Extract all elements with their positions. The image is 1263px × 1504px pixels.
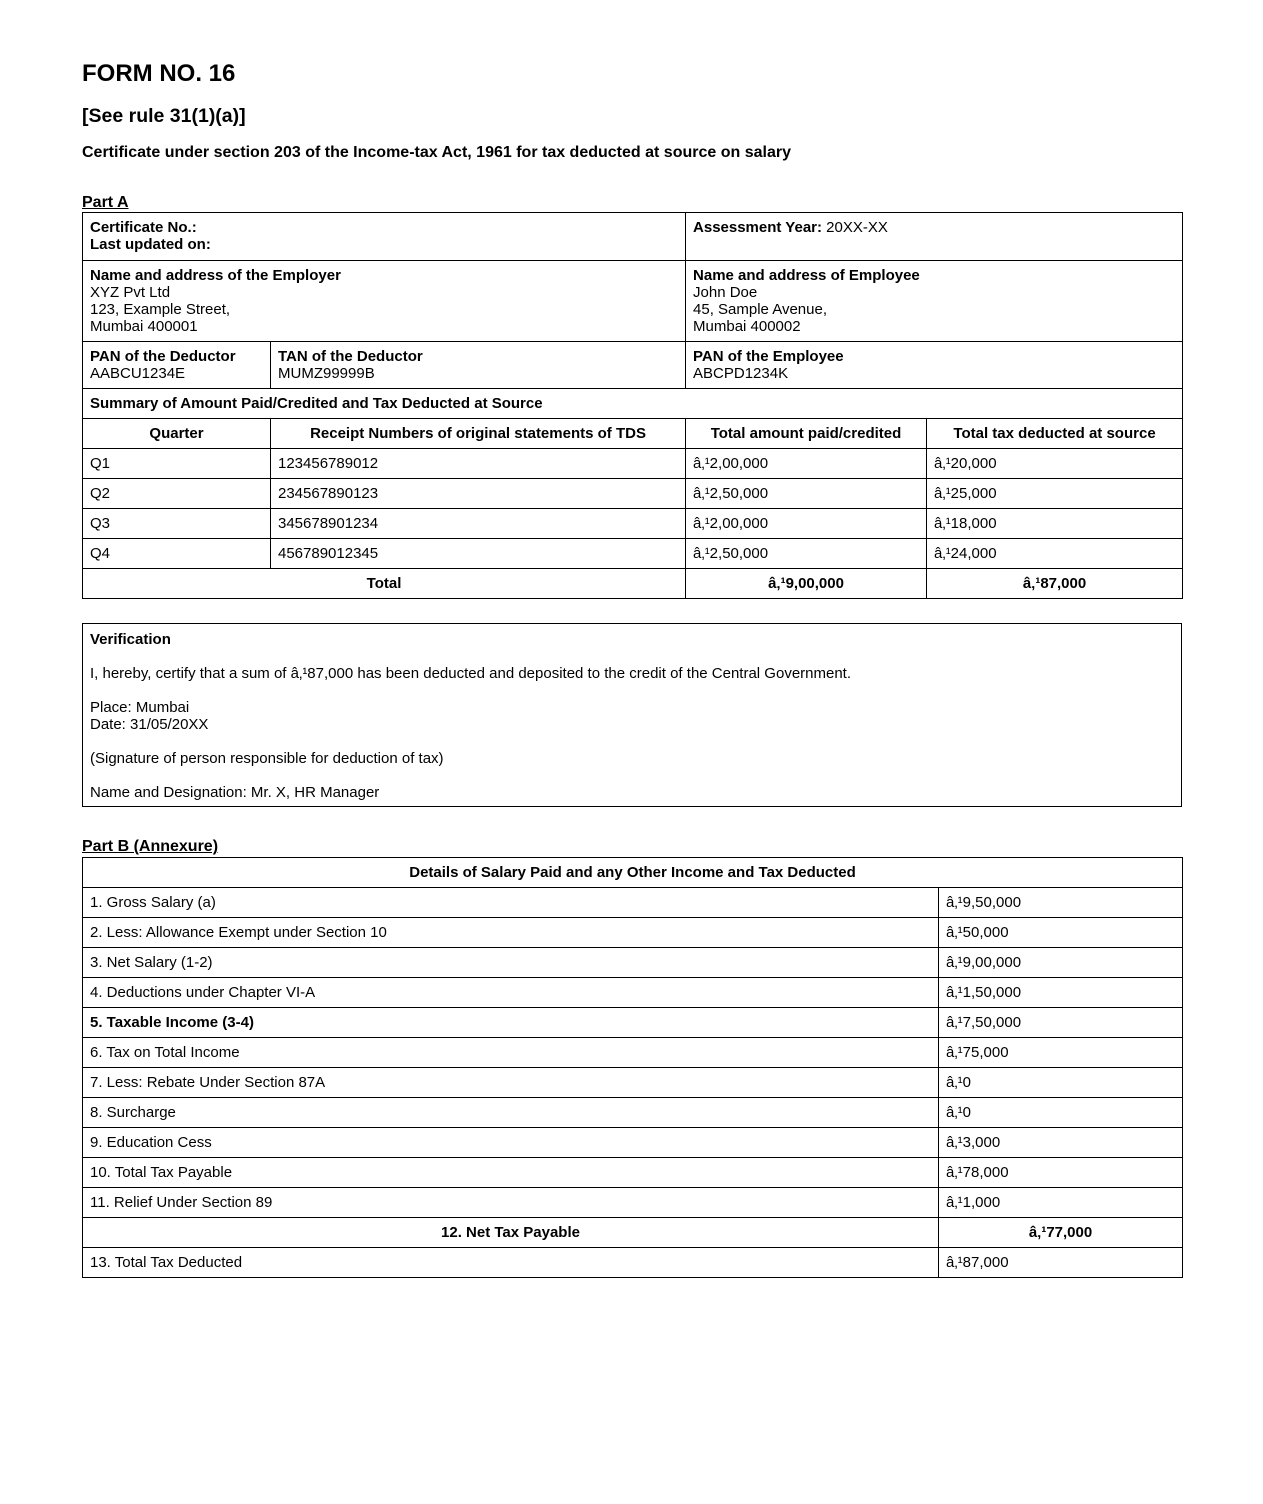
certificate-row — [83, 213, 1183, 261]
salary-item-value: â‚¹0 — [939, 1098, 1183, 1128]
total-tax: â‚¹87,000 — [927, 569, 1183, 599]
pan-tan-row — [83, 342, 1183, 389]
salary-item-label: 13. Total Tax Deducted — [83, 1248, 939, 1278]
rule-reference: [See rule 31(1)(a)] — [82, 105, 246, 127]
receipt-cell: 234567890123 — [271, 479, 686, 509]
tax-cell: â‚¹24,000 — [927, 539, 1183, 569]
table-row — [83, 1008, 1183, 1038]
certificate-subtitle: Certificate under section 203 of the Income-tax Act, 1961 for tax deducted at source on salary — [82, 144, 791, 161]
part-b-title-row — [83, 858, 1183, 888]
salary-item-value: â‚¹50,000 — [939, 918, 1183, 948]
salary-item-value: â‚¹87,000 — [939, 1248, 1183, 1278]
receipt-cell: 345678901234 — [271, 509, 686, 539]
paid-cell: â‚¹2,50,000 — [686, 539, 927, 569]
receipt-cell: 123456789012 — [271, 449, 686, 479]
paid-cell: â‚¹2,00,000 — [686, 449, 927, 479]
salary-item-label: 4. Deductions under Chapter VI-A — [83, 978, 939, 1008]
table-row — [83, 1248, 1183, 1278]
salary-item-label: 1. Gross Salary (a) — [83, 888, 939, 918]
last-updated-label: Last updated on: — [90, 236, 211, 253]
salary-item-label: 5. Taxable Income (3-4) — [83, 1008, 939, 1038]
table-row — [83, 978, 1183, 1008]
table-row — [83, 1188, 1183, 1218]
net-tax-row — [83, 1218, 1183, 1248]
employee-name: John Doe — [693, 284, 758, 301]
net-tax-label: 12. Net Tax Payable — [83, 1218, 939, 1248]
tax-cell: â‚¹18,000 — [927, 509, 1183, 539]
quarter-cell: Q4 — [83, 539, 271, 569]
total-paid: â‚¹9,00,000 — [686, 569, 927, 599]
table-row — [83, 449, 1183, 479]
salary-item-value: â‚¹3,000 — [939, 1128, 1183, 1158]
assessment-year-label: Assessment Year: — [693, 219, 822, 236]
table-row — [83, 539, 1183, 569]
salary-item-label: 7. Less: Rebate Under Section 87A — [83, 1068, 939, 1098]
total-row — [83, 569, 1183, 599]
col-amount-paid: Total amount paid/credited — [686, 419, 927, 449]
employee-city: Mumbai 400002 — [693, 318, 801, 335]
salary-item-label: 3. Net Salary (1-2) — [83, 948, 939, 978]
pan-employee-value: ABCPD1234K — [693, 365, 789, 382]
table-row — [83, 918, 1183, 948]
employer-label: Name and address of the Employer — [90, 267, 341, 284]
salary-item-value: â‚¹9,50,000 — [939, 888, 1183, 918]
salary-item-label: 2. Less: Allowance Exempt under Section 10 — [83, 918, 939, 948]
salary-item-label: 8. Surcharge — [83, 1098, 939, 1128]
salary-item-value: â‚¹78,000 — [939, 1158, 1183, 1188]
part-a-heading: Part A — [82, 194, 129, 211]
verification-place: Place: Mumbai — [90, 699, 190, 716]
table-row — [83, 1098, 1183, 1128]
salary-item-value: â‚¹75,000 — [939, 1038, 1183, 1068]
salary-item-value: â‚¹1,50,000 — [939, 978, 1183, 1008]
name-designation: Name and Designation: Mr. X, HR Manager — [90, 784, 380, 801]
signature-note: (Signature of person responsible for deduction of tax) — [90, 750, 444, 767]
pan-employee-label: PAN of the Employee — [693, 348, 844, 365]
net-tax-value: â‚¹77,000 — [939, 1218, 1183, 1248]
employer-city: Mumbai 400001 — [90, 318, 198, 335]
quarter-cell: Q1 — [83, 449, 271, 479]
table-row — [83, 1158, 1183, 1188]
part-b-heading: Part B (Annexure) — [82, 838, 219, 855]
verification-heading: Verification — [90, 631, 171, 648]
employer-name: XYZ Pvt Ltd — [90, 284, 171, 301]
col-tax-deducted: Total tax deducted at source — [927, 419, 1183, 449]
receipt-cell: 456789012345 — [271, 539, 686, 569]
table-row — [83, 1128, 1183, 1158]
assessment-year-value: 20XX-XX — [826, 219, 888, 236]
employee-street: 45, Sample Avenue, — [693, 301, 828, 318]
form-title: FORM NO. 16 — [82, 60, 236, 87]
certificate-no-label: Certificate No.: — [90, 219, 197, 236]
table-row — [83, 888, 1183, 918]
salary-item-value: â‚¹0 — [939, 1068, 1183, 1098]
col-receipt: Receipt Numbers of original statements of TDS — [271, 419, 686, 449]
salary-item-label: 9. Education Cess — [83, 1128, 939, 1158]
verification-statement: I, hereby, certify that a sum of â‚¹87,000 has been deducted and deposited to the credit of the Central Government. — [90, 665, 852, 682]
salary-item-label: 10. Total Tax Payable — [83, 1158, 939, 1188]
paid-cell: â‚¹2,00,000 — [686, 509, 927, 539]
pan-deductor-value: AABCU1234E — [90, 365, 186, 382]
table-row — [83, 948, 1183, 978]
summary-heading-row — [83, 389, 1183, 419]
table-row — [83, 1068, 1183, 1098]
salary-item-label: 11. Relief Under Section 89 — [83, 1188, 939, 1218]
verification-box — [82, 623, 1182, 807]
quarter-cell: Q3 — [83, 509, 271, 539]
part-b-table — [82, 857, 1183, 1278]
address-row — [83, 261, 1183, 342]
table-row — [83, 509, 1183, 539]
tax-cell: â‚¹20,000 — [927, 449, 1183, 479]
employer-street: 123, Example Street, — [90, 301, 231, 318]
table-row — [83, 479, 1183, 509]
part-b-table-title: Details of Salary Paid and any Other Income and Tax Deducted — [83, 858, 1183, 888]
quarter-cell: Q2 — [83, 479, 271, 509]
paid-cell: â‚¹2,50,000 — [686, 479, 927, 509]
summary-heading: Summary of Amount Paid/Credited and Tax Deducted at Source — [83, 389, 1183, 419]
table-row — [83, 1038, 1183, 1068]
tan-deductor-label: TAN of the Deductor — [278, 348, 423, 365]
employee-label: Name and address of Employee — [693, 267, 920, 284]
summary-header-row — [83, 419, 1183, 449]
tax-cell: â‚¹25,000 — [927, 479, 1183, 509]
tan-deductor-value: MUMZ99999B — [278, 365, 375, 382]
part-a-table — [82, 212, 1183, 599]
salary-item-value: â‚¹7,50,000 — [939, 1008, 1183, 1038]
total-label: Total — [83, 569, 686, 599]
salary-item-value: â‚¹1,000 — [939, 1188, 1183, 1218]
col-quarter: Quarter — [83, 419, 271, 449]
salary-item-value: â‚¹9,00,000 — [939, 948, 1183, 978]
pan-deductor-label: PAN of the Deductor — [90, 348, 236, 365]
verification-date: Date: 31/05/20XX — [90, 716, 209, 733]
salary-item-label: 6. Tax on Total Income — [83, 1038, 939, 1068]
